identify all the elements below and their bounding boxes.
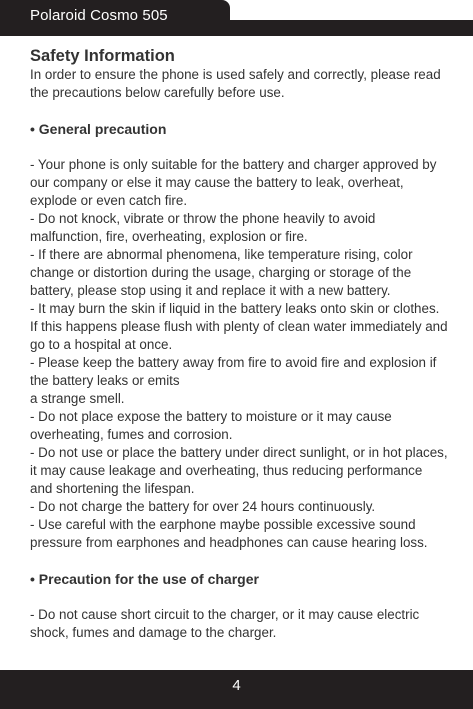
general-item-fire: - Please keep the battery away from fire to avoid fire and explosion if the battery leaks or emits xyxy=(30,355,437,388)
general-item-moisture: - Do not place expose the battery to moisture or it may cause overheating, fumes and corrosion. xyxy=(30,409,392,442)
document-title: Polaroid Cosmo 505 xyxy=(30,7,168,24)
general-item-charge-time: - Do not charge the battery for over 24 hours continuously. xyxy=(30,499,376,514)
page-content xyxy=(30,46,448,642)
header-band xyxy=(0,0,473,36)
general-item-battery-charger: - Your phone is only suitable for the battery and charger approved by our company or else it may cause the battery to leak, overheat, explode or even catch fire. xyxy=(30,157,437,208)
spacer xyxy=(30,102,448,120)
section-title: Safety Information xyxy=(30,47,175,65)
charger-item-short-circuit: - Do not cause short circuit to the charger, or it may cause electric shock, fumes and damage to the charger. xyxy=(30,607,420,640)
title-tab xyxy=(0,0,230,36)
general-item-knock: - Do not knock, vibrate or throw the phone heavily to avoid malfunction, fire, overheating, explosion or fire. xyxy=(30,211,376,244)
general-item-sunlight: - Do not use or place the battery under direct sunlight, or in hot places, it may cause leakage and overheating, thus reducing performance and shortening the lifespan. xyxy=(30,445,448,496)
general-item-abnormal: - If there are abnormal phenomena, like temperature rising, color change or distortion during the usage, charging or storage of the battery, please stop using it and replace it with a new battery. xyxy=(30,247,413,298)
page-number: 4 xyxy=(232,677,241,694)
general-precaution-heading: • General precaution xyxy=(30,121,167,137)
charger-precaution-heading: • Precaution for the use of charger xyxy=(30,571,259,587)
general-item-liquid-leak: - It may burn the skin if liquid in the battery leaks onto skin or clothes. If this happens please flush with plenty of clean water immediately and go to a hospital at once. xyxy=(30,301,448,352)
spacer xyxy=(30,138,448,156)
spacer xyxy=(30,552,448,570)
intro-paragraph: In order to ensure the phone is used safely and correctly, please read the precautions below carefully before use. xyxy=(30,67,441,100)
general-item-fire-cont: a strange smell. xyxy=(30,391,125,406)
spacer xyxy=(30,588,448,606)
general-item-earphone: - Use careful with the earphone maybe possible excessive sound pressure from earphones and headphones can cause hearing loss. xyxy=(30,517,428,550)
